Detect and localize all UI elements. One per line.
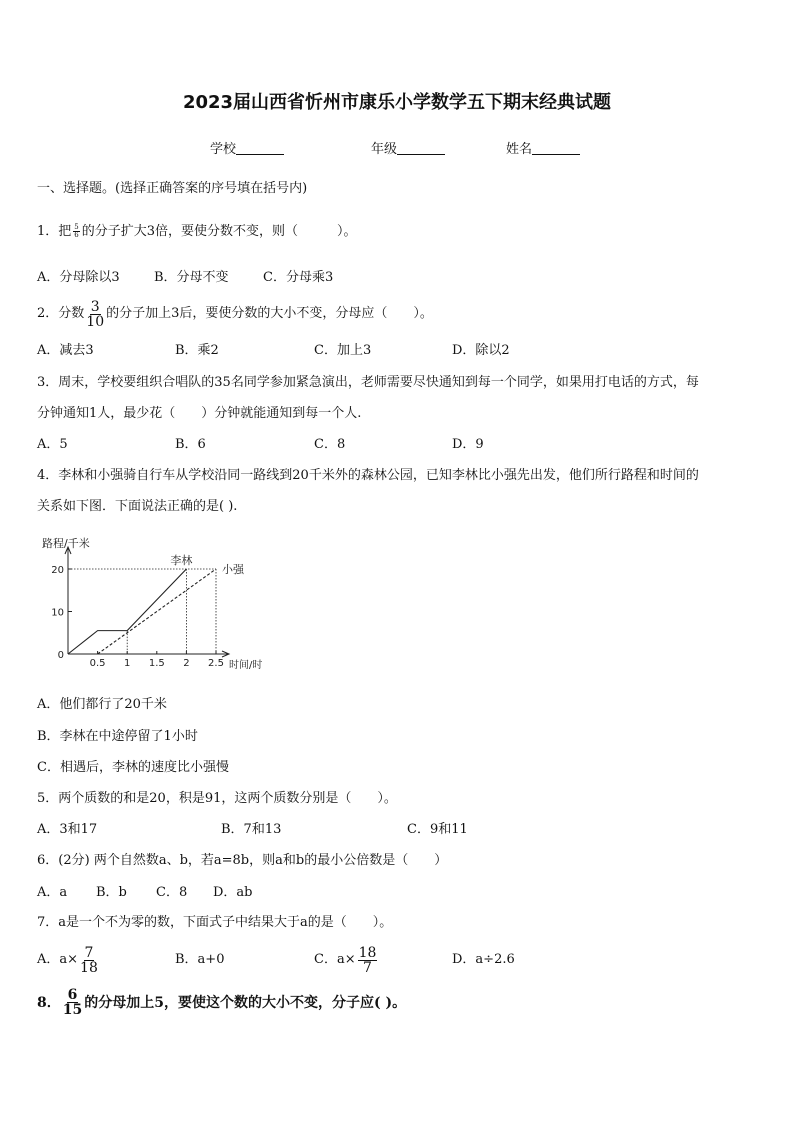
x-tick-label: 1.5 xyxy=(148,658,165,669)
q1-option-a: A．分母除以3 xyxy=(37,270,120,285)
name-label: 姓名 xyxy=(506,142,533,157)
q6-option-d: D．ab xyxy=(213,885,253,900)
school-blank xyxy=(236,142,284,155)
q2-denominator: 10 xyxy=(86,313,105,330)
y-tick-label: 20 xyxy=(51,565,64,576)
question-6: 6．(2分) 两个自然数a、b，若a=8b，则a和b的最小公倍数是（ ） xyxy=(37,853,448,868)
series-line-xiaoqiang xyxy=(98,569,216,654)
x-tick-label: 2.5 xyxy=(208,658,224,669)
y-tick-label: 0 xyxy=(57,650,64,661)
q7c-fraction xyxy=(358,946,378,975)
question-5: 5．两个质数的和是20，积是91，这两个质数分别是（ ）。 xyxy=(37,791,397,806)
q4-option-a: A．他们都行了20千米 xyxy=(37,697,167,712)
q6-option-b: B．b xyxy=(96,885,127,900)
q7-option-c xyxy=(314,940,379,980)
distance-time-chart xyxy=(38,530,283,675)
q5-option-a: A．3和17 xyxy=(37,822,98,837)
q7c-prefix: C．a× xyxy=(314,952,356,967)
question-8 xyxy=(37,982,406,1022)
question-1 xyxy=(37,224,357,240)
q7-option-a xyxy=(37,940,100,980)
page-title: 2023届山西省忻州市康乐小学数学五下期末经典试题 xyxy=(182,92,612,113)
q3-line-2: 分钟通知1人，最少花（ ）分钟就能通知到每一个人. xyxy=(37,406,362,421)
q4-option-c: C．相遇后，李林的速度比小强慢 xyxy=(37,760,229,775)
question-7: 7．a是一个不为零的数，下面式子中结果大于a的是（ ）。 xyxy=(37,915,393,930)
q3-option-d: D．9 xyxy=(452,437,484,452)
q7a-prefix: A．a× xyxy=(37,952,79,967)
q2-prefix: 2．分数 xyxy=(37,306,85,321)
q7c-numerator: 18 xyxy=(358,944,377,961)
question-2 xyxy=(37,297,433,331)
q1-prefix: 1．把 xyxy=(37,224,72,239)
q8-text: 的分母加上5，要使这个数的大小不变，分子应( )。 xyxy=(84,995,407,1011)
q5-option-c: C．9和11 xyxy=(407,822,468,837)
x-tick-label: 1 xyxy=(124,658,131,669)
q7a-numerator: 7 xyxy=(84,944,94,961)
q8-numerator: 6 xyxy=(67,986,78,1003)
q8-prefix: 8． xyxy=(37,995,61,1011)
q8-fraction xyxy=(63,988,82,1017)
y-tick-label: 10 xyxy=(51,607,64,619)
chart-ylabel: 路程/千米 xyxy=(42,537,90,550)
q1-numerator: 5 xyxy=(74,223,79,231)
q2-fraction xyxy=(86,300,104,329)
q3-option-b: B．6 xyxy=(175,437,206,452)
q7a-fraction xyxy=(80,946,98,975)
q3-option-a: A．5 xyxy=(37,437,68,452)
q5-option-b: B．7和13 xyxy=(221,822,282,837)
q1-denominator: 6 xyxy=(74,231,79,239)
x-tick-label: 0.5 xyxy=(89,658,106,669)
chart-xlabel: 时间/时 xyxy=(229,660,263,671)
series-line-lilin xyxy=(68,569,186,654)
x-tick-label: 2 xyxy=(183,658,190,669)
school-label: 学校 xyxy=(210,142,237,157)
q7-option-d: D．a÷2.6 xyxy=(452,952,515,967)
q1-text: 的分子扩大3倍，要使分数不变，则（ ）。 xyxy=(81,224,357,239)
series-label: 小强 xyxy=(222,563,244,576)
q2-option-a: A．减去3 xyxy=(37,343,94,358)
q2-option-b: B．乘2 xyxy=(175,343,219,358)
q3-line-1: 3．周末，学校要组织合唱队的35名同学参加紧急演出，老师需要尽快通知到每一个同学，如果用打电话的方式，每 xyxy=(37,375,699,390)
series-label: 李林 xyxy=(170,554,193,567)
q8-denominator: 15 xyxy=(62,1001,83,1018)
section-heading: 一、选择题。(选择正确答案的序号填在括号内) xyxy=(37,181,308,196)
q2-option-d: D．除以2 xyxy=(452,343,510,358)
q3-option-c: C．8 xyxy=(314,437,346,452)
q4-option-b: B．李林在中途停留了1小时 xyxy=(37,729,198,744)
q7-option-b: B．a+0 xyxy=(175,952,225,967)
q1-option-b: B．分母不变 xyxy=(154,270,229,285)
q2-option-c: C．加上3 xyxy=(314,343,372,358)
q2-numerator: 3 xyxy=(90,298,100,315)
q7c-denominator: 7 xyxy=(363,959,372,976)
name-field xyxy=(506,142,580,158)
q1-fraction xyxy=(73,224,79,239)
q6-option-a: A．a xyxy=(37,885,68,900)
q4-line-1: 4．李林和小强骑自行车从学校沿同一路线到20千米外的森林公园，已知李林比小强先出发，他们所行路程和时间的 xyxy=(37,468,699,483)
q4-line-2: 关系如下图．下面说法正确的是( ). xyxy=(37,499,238,514)
q7a-denominator: 18 xyxy=(80,959,98,976)
name-blank xyxy=(532,142,580,155)
grade-label: 年级 xyxy=(371,142,398,157)
grade-field xyxy=(371,142,445,158)
q1-option-c: C．分母乘3 xyxy=(263,270,334,285)
q2-text: 的分子加上3后，要使分数的大小不变，分母应（ ）。 xyxy=(106,306,433,321)
school-field xyxy=(210,142,284,158)
grade-blank xyxy=(397,142,445,155)
q6-option-c: C．8 xyxy=(156,885,188,900)
